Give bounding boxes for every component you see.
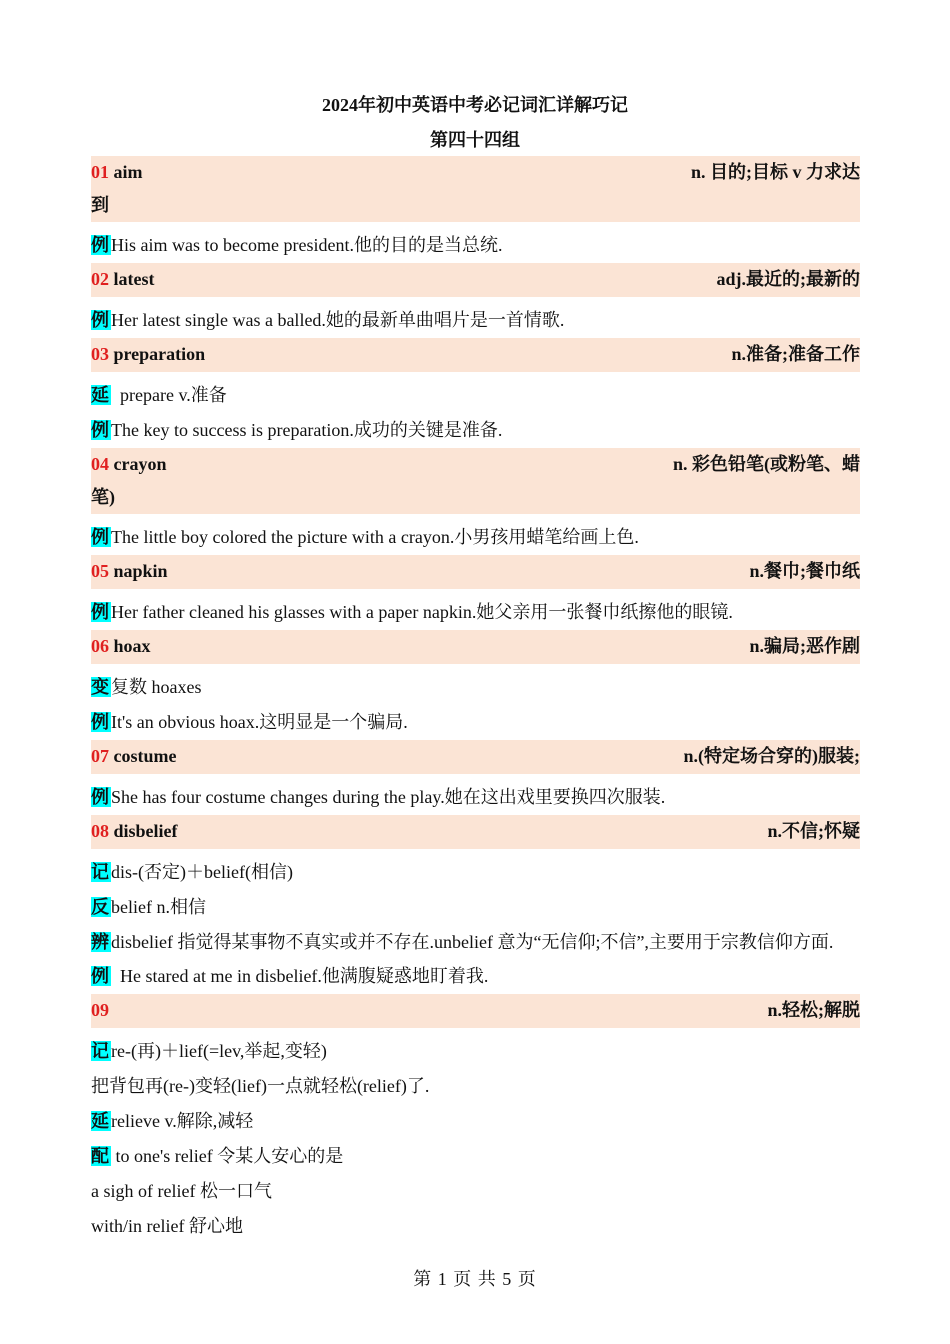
part-of-speech: n.(特定场合穿的)服装;	[683, 746, 860, 766]
entry-number: 02	[91, 269, 109, 289]
line-text: Her latest single was a balled.她的最新单曲唱片是一首情歌.	[111, 310, 565, 330]
entry-number: 03	[91, 344, 109, 364]
headword-row	[91, 555, 860, 589]
vocab-list	[91, 156, 860, 1244]
distinction-line	[91, 925, 860, 959]
headword: latest	[113, 269, 155, 289]
headword: preparation	[113, 344, 206, 364]
line-text: to one's relief 令某人安心的是	[111, 1146, 344, 1166]
entry-number: 01	[91, 162, 109, 182]
line-text: Her father cleaned his glasses with a paper napkin.她父亲用一张餐巾纸擦他的眼镜.	[111, 602, 733, 622]
part-of-speech-continued: 笔)	[91, 487, 115, 507]
part-of-speech: n.轻松;解脱	[767, 1000, 860, 1020]
part-of-speech: n.不信;怀疑	[767, 821, 860, 841]
line-text: re-(再)＋lief(=lev,举起,变轻)	[111, 1041, 327, 1061]
page-number: 第 1 页 共 5 页	[413, 1269, 537, 1289]
headword-row	[91, 448, 860, 514]
line-tag: 例	[91, 420, 109, 440]
line-tag: 例	[91, 527, 109, 547]
group-subtitle: 第四十四组	[430, 130, 520, 150]
example-line	[91, 520, 860, 555]
line-text: 复数 hoaxes	[111, 677, 202, 697]
line-tag: 延	[91, 1111, 109, 1131]
headword: napkin	[113, 561, 168, 581]
line-tag: 辨	[91, 932, 109, 952]
collocation-line	[91, 1139, 860, 1174]
line-tag: 例	[91, 602, 109, 622]
example-line	[91, 595, 860, 630]
entry-number: 05	[91, 561, 109, 581]
line-text: a sigh of relief 松一口气	[91, 1181, 272, 1201]
example-line	[91, 959, 860, 994]
text-line	[91, 1209, 860, 1244]
headword: disbelief	[113, 821, 178, 841]
line-text: disbelief 指觉得某事物不真实或并不存在.unbelief 意为“无信仰;不信”,主要用于宗教信仰方面.	[111, 932, 834, 952]
part-of-speech: adj.最近的;最新的	[716, 269, 860, 289]
headword-row	[91, 815, 860, 849]
line-tag: 例	[91, 966, 109, 986]
part-of-speech: n. 彩色铅笔(或粉笔、蜡	[672, 454, 860, 474]
line-text: dis-(否定)＋belief(相信)	[111, 862, 293, 882]
line-tag: 变	[91, 677, 109, 697]
extension-line	[91, 378, 860, 413]
example-line	[91, 413, 860, 448]
text-line	[91, 1069, 860, 1104]
entry-number: 07	[91, 746, 109, 766]
headword: crayon	[113, 454, 167, 474]
part-of-speech-continued: 到	[91, 195, 109, 215]
text-line	[91, 1174, 860, 1209]
document-title: 2024年初中英语中考必记词汇详解巧记	[322, 95, 628, 115]
line-text: His aim was to become president.他的目的是当总统.	[111, 235, 503, 255]
line-tag: 例	[91, 235, 109, 255]
line-text: 把背包再(re-)变轻(lief)一点就轻松(relief)了.	[91, 1076, 430, 1096]
headword-row	[91, 630, 860, 664]
line-text: The key to success is preparation.成功的关键是准备.	[111, 420, 503, 440]
example-line	[91, 303, 860, 338]
part-of-speech: n.餐巾;餐巾纸	[749, 561, 860, 581]
memory-line	[91, 1034, 860, 1069]
line-tag: 记	[91, 1041, 109, 1061]
memory-line	[91, 855, 860, 890]
headword-row	[91, 156, 860, 222]
headword-row	[91, 994, 860, 1028]
line-text: It's an obvious hoax.这明显是一个骗局.	[111, 712, 408, 732]
headword: hoax	[113, 636, 151, 656]
line-text: relieve v.解除,减轻	[111, 1111, 254, 1131]
headword: costume	[113, 746, 177, 766]
antonym-line	[91, 890, 860, 925]
example-line	[91, 228, 860, 263]
line-tag: 反	[91, 897, 109, 917]
line-tag: 例	[91, 712, 109, 732]
line-tag: 例	[91, 787, 109, 807]
variant-line	[91, 670, 860, 705]
line-text: prepare v.准备	[111, 385, 227, 405]
headword-row	[91, 263, 860, 297]
entry-number: 06	[91, 636, 109, 656]
line-text: with/in relief 舒心地	[91, 1216, 243, 1236]
line-text: She has four costume changes during the play.她在这出戏里要换四次服装.	[111, 787, 666, 807]
entry-number: 04	[91, 454, 109, 474]
line-tag: 延	[91, 385, 109, 405]
line-text: The little boy colored the picture with a crayon.小男孩用蜡笔给画上色.	[111, 527, 639, 547]
line-text: He stared at me in disbelief.他满腹疑惑地盯着我.	[111, 966, 489, 986]
part-of-speech: n. 目的;目标 v 力求达	[690, 162, 860, 182]
headword-row	[91, 338, 860, 372]
line-tag: 记	[91, 862, 109, 882]
headword-row	[91, 740, 860, 774]
entry-number: 09	[91, 1000, 109, 1020]
headword: aim	[113, 162, 143, 182]
part-of-speech: n.骗局;恶作剧	[749, 636, 860, 656]
entry-number: 08	[91, 821, 109, 841]
example-line	[91, 780, 860, 815]
part-of-speech: n.准备;准备工作	[731, 344, 860, 364]
example-line	[91, 705, 860, 740]
line-text: belief n.相信	[111, 897, 206, 917]
line-tag: 配	[91, 1146, 109, 1166]
line-tag: 例	[91, 310, 109, 330]
extension-line	[91, 1104, 860, 1139]
